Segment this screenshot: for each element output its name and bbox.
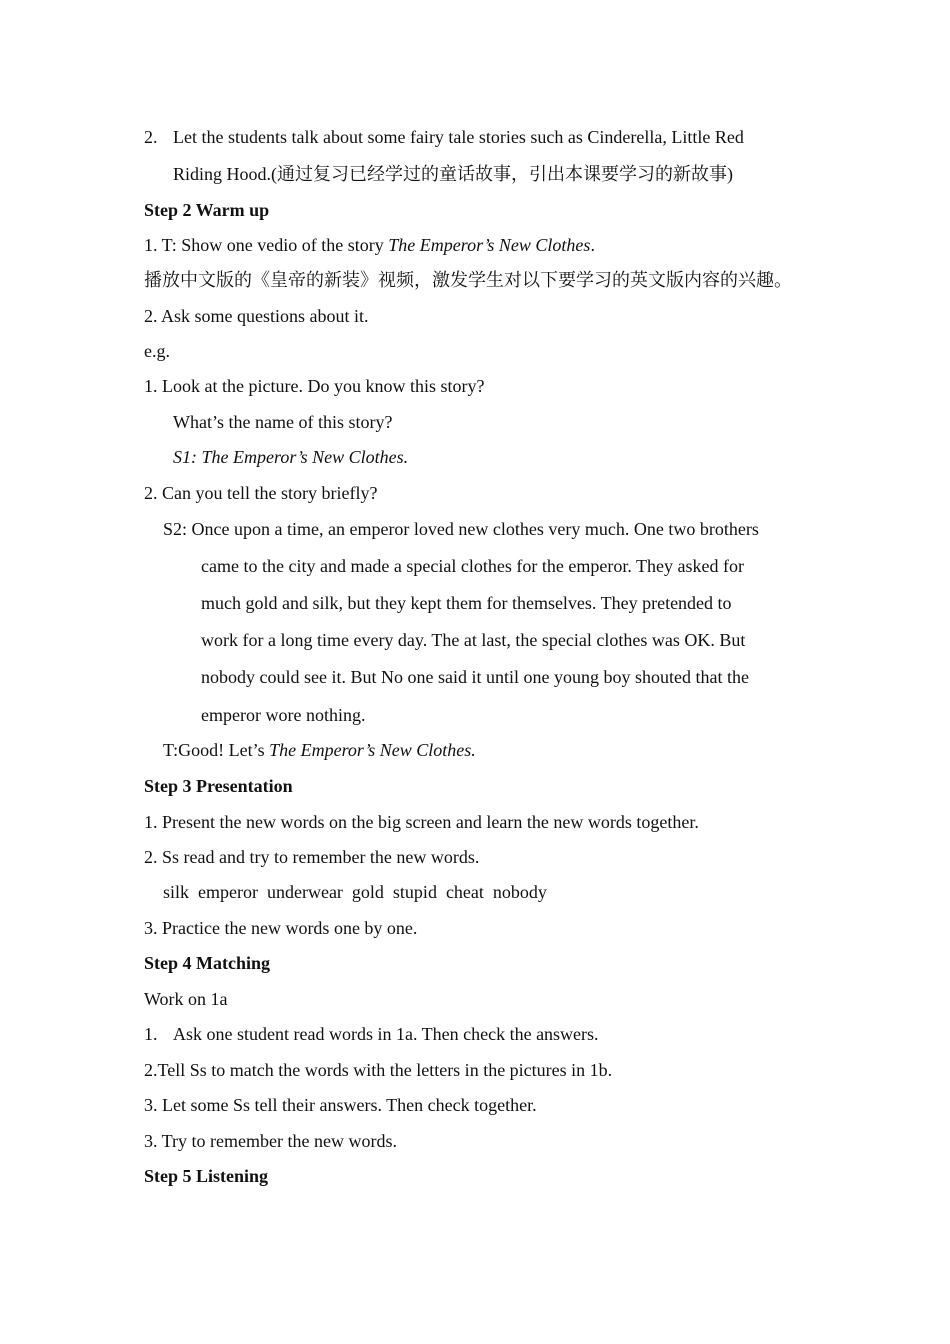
list-item-2-line-1 <box>144 125 744 149</box>
story-title: The Emperor’s New Clothes. <box>269 740 476 760</box>
answer-2-line-2: came to the city and made a special clothes for the emperor. They asked for <box>201 556 744 576</box>
example-label: e.g. <box>144 341 170 361</box>
step-4-item-4: 3. Try to remember the new words. <box>144 1131 397 1151</box>
list-text: Ask one student read words in 1a. Then check the answers. <box>173 1024 599 1044</box>
answer-1: S1: The Emperor’s New Clothes. <box>173 447 409 467</box>
item-text: 1. T: Show one vedio of the story <box>144 235 389 255</box>
new-words-list: silk emperor underwear gold stupid cheat nobody <box>163 882 547 902</box>
step-2-heading: Step 2 Warm up <box>144 200 270 220</box>
answer-2-line-1: S2: Once upon a time, an emperor loved new clothes very much. One two brothers <box>163 519 759 539</box>
step-2-item-1 <box>144 233 595 257</box>
step-3-item-3: 3. Practice the new words one by one. <box>144 918 418 938</box>
list-number: 2. <box>144 127 158 147</box>
step-2-item-2: 2. Ask some questions about it. <box>144 306 369 326</box>
step-5-heading: Step 5 Listening <box>144 1166 269 1186</box>
chinese-note: 播放中文版的《皇帝的新装》视频，激发学生对以下要学习的英文版内容的兴趣。 <box>144 270 792 290</box>
teacher-response <box>163 738 476 762</box>
answer-2-line-6: emperor wore nothing. <box>201 705 366 725</box>
list-item-2-line-2: Riding Hood.(通过复习已经学过的童话故事，引出本课要学习的新故事) <box>173 164 733 184</box>
question-2: 2. Can you tell the story briefly? <box>144 483 378 503</box>
step-4-heading: Step 4 Matching <box>144 953 270 973</box>
question-1: 1. Look at the picture. Do you know this story? <box>144 376 485 396</box>
step-3-heading: Step 3 Presentation <box>144 776 293 796</box>
step-3-item-2: 2. Ss read and try to remember the new words. <box>144 847 480 867</box>
step-4-item-1 <box>144 1022 599 1046</box>
list-number: 1. <box>144 1024 158 1044</box>
step-4-item-3: 3. Let some Ss tell their answers. Then check together. <box>144 1095 537 1115</box>
step-4-item-2: 2.Tell Ss to match the words with the letters in the pictures in 1b. <box>144 1060 613 1080</box>
list-text: Let the students talk about some fairy tale stories such as Cinderella, Little Red <box>173 127 744 147</box>
teacher-text: T:Good! Let’s <box>163 740 270 760</box>
answer-2-line-5: nobody could see it. But No one said it until one young boy shouted that the <box>201 667 749 687</box>
story-title: The Emperor’s New Clothes <box>388 235 591 255</box>
answer-2-line-3: much gold and silk, but they kept them for themselves. They pretended to <box>201 593 732 613</box>
step-4-subheading: Work on 1a <box>144 989 228 1009</box>
item-text-end: . <box>590 235 595 255</box>
step-3-item-1: 1. Present the new words on the big screen and learn the new words together. <box>144 812 699 832</box>
answer-2-line-4: work for a long time every day. The at last, the special clothes was OK. But <box>201 630 746 650</box>
question-1-followup: What’s the name of this story? <box>173 412 393 432</box>
